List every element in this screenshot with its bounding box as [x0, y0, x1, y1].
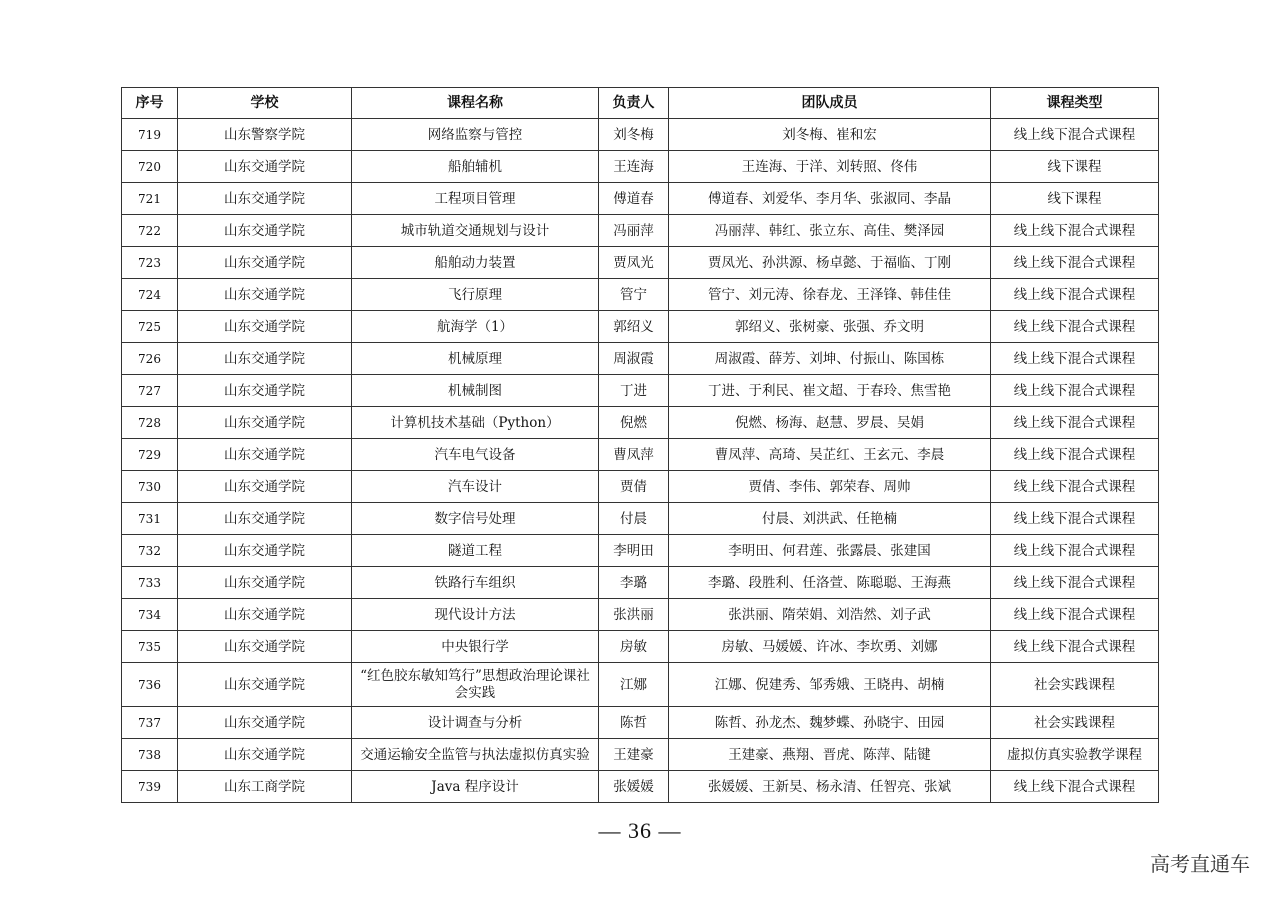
cell-course-type: 社会实践课程 [991, 663, 1159, 707]
table-row [122, 535, 1159, 567]
cell-course-name: 城市轨道交通规划与设计 [352, 215, 599, 247]
cell-course-type: 线上线下混合式课程 [991, 343, 1159, 375]
cell-index: 733 [122, 567, 178, 599]
cell-team-members: 李璐、段胜利、任洛萱、陈聪聪、王海燕 [669, 567, 991, 599]
cell-index: 732 [122, 535, 178, 567]
cell-course-type: 线上线下混合式课程 [991, 215, 1159, 247]
cell-leader: 刘冬梅 [599, 119, 669, 151]
cell-team-members: 王连海、于洋、刘转照、佟伟 [669, 151, 991, 183]
cell-course-name: 中央银行学 [352, 631, 599, 663]
table-row [122, 567, 1159, 599]
header-team-members: 团队成员 [669, 88, 991, 119]
cell-school: 山东工商学院 [178, 771, 352, 803]
cell-course-name: 飞行原理 [352, 279, 599, 311]
table-row [122, 471, 1159, 503]
header-index: 序号 [122, 88, 178, 119]
cell-school: 山东交通学院 [178, 663, 352, 707]
cell-school: 山东交通学院 [178, 407, 352, 439]
cell-leader: 李璐 [599, 567, 669, 599]
cell-course-type: 线下课程 [991, 151, 1159, 183]
cell-school: 山东交通学院 [178, 183, 352, 215]
cell-leader: 江娜 [599, 663, 669, 707]
table-row [122, 343, 1159, 375]
cell-course-type: 线上线下混合式课程 [991, 119, 1159, 151]
course-list-table [121, 87, 1159, 803]
cell-index: 736 [122, 663, 178, 707]
cell-team-members: 张洪丽、隋荣娟、刘浩然、刘子武 [669, 599, 991, 631]
cell-team-members: 傅道春、刘爱华、李月华、张淑同、李晶 [669, 183, 991, 215]
cell-course-name: 铁路行车组织 [352, 567, 599, 599]
cell-index: 730 [122, 471, 178, 503]
header-row [122, 88, 1159, 119]
cell-team-members: 刘冬梅、崔和宏 [669, 119, 991, 151]
table-row [122, 311, 1159, 343]
cell-school: 山东交通学院 [178, 279, 352, 311]
cell-leader: 房敏 [599, 631, 669, 663]
cell-team-members: 贾凤光、孙洪源、杨卓懿、于福临、丁刚 [669, 247, 991, 279]
cell-school: 山东交通学院 [178, 439, 352, 471]
table-row [122, 183, 1159, 215]
cell-school: 山东警察学院 [178, 119, 352, 151]
cell-leader: 贾凤光 [599, 247, 669, 279]
cell-leader: 冯丽萍 [599, 215, 669, 247]
cell-course-name: 现代设计方法 [352, 599, 599, 631]
cell-index: 722 [122, 215, 178, 247]
watermark-logo-text: 高考直通车 [1150, 852, 1250, 876]
table-row [122, 631, 1159, 663]
cell-course-type: 线上线下混合式课程 [991, 247, 1159, 279]
table-row [122, 215, 1159, 247]
cell-leader: 周淑霞 [599, 343, 669, 375]
cell-leader: 郭绍义 [599, 311, 669, 343]
table-row [122, 119, 1159, 151]
cell-course-name: 网络监察与管控 [352, 119, 599, 151]
cell-course-type: 线上线下混合式课程 [991, 375, 1159, 407]
cell-leader: 陈哲 [599, 707, 669, 739]
cell-index: 729 [122, 439, 178, 471]
cell-leader: 管宁 [599, 279, 669, 311]
cell-course-type: 线上线下混合式课程 [991, 503, 1159, 535]
cell-leader: 丁进 [599, 375, 669, 407]
cell-course-name: “红色胶东敏知笃行”思想政治理论课社会实践 [352, 663, 599, 707]
cell-course-name: Java 程序设计 [352, 771, 599, 803]
cell-course-name: 计算机技术基础（Python） [352, 407, 599, 439]
table-row [122, 707, 1159, 739]
cell-index: 723 [122, 247, 178, 279]
table-row [122, 771, 1159, 803]
cell-team-members: 冯丽萍、韩红、张立东、高佳、樊泽园 [669, 215, 991, 247]
cell-course-name: 汽车电气设备 [352, 439, 599, 471]
page-number: — 36 — [598, 818, 682, 843]
cell-school: 山东交通学院 [178, 343, 352, 375]
cell-team-members: 管宁、刘元涛、徐春龙、王泽锋、韩佳佳 [669, 279, 991, 311]
table-row [122, 279, 1159, 311]
cell-index: 727 [122, 375, 178, 407]
cell-school: 山东交通学院 [178, 535, 352, 567]
cell-index: 737 [122, 707, 178, 739]
cell-team-members: 丁进、于利民、崔文超、于春玲、焦雪艳 [669, 375, 991, 407]
cell-team-members: 陈哲、孙龙杰、魏梦蝶、孙晓宇、田园 [669, 707, 991, 739]
cell-index: 731 [122, 503, 178, 535]
cell-school: 山东交通学院 [178, 631, 352, 663]
cell-course-name: 汽车设计 [352, 471, 599, 503]
table-body [122, 119, 1159, 803]
cell-school: 山东交通学院 [178, 215, 352, 247]
cell-course-name: 机械制图 [352, 375, 599, 407]
cell-course-type: 线上线下混合式课程 [991, 311, 1159, 343]
cell-school: 山东交通学院 [178, 503, 352, 535]
cell-index: 720 [122, 151, 178, 183]
cell-school: 山东交通学院 [178, 739, 352, 771]
cell-leader: 王连海 [599, 151, 669, 183]
cell-index: 726 [122, 343, 178, 375]
cell-team-members: 倪燃、杨海、赵慧、罗晨、吴娟 [669, 407, 991, 439]
cell-course-name: 隧道工程 [352, 535, 599, 567]
cell-leader: 张洪丽 [599, 599, 669, 631]
cell-index: 728 [122, 407, 178, 439]
cell-index: 724 [122, 279, 178, 311]
header-course-name: 课程名称 [352, 88, 599, 119]
cell-leader: 傅道春 [599, 183, 669, 215]
cell-index: 735 [122, 631, 178, 663]
table-row [122, 439, 1159, 471]
cell-leader: 倪燃 [599, 407, 669, 439]
cell-index: 734 [122, 599, 178, 631]
cell-index: 721 [122, 183, 178, 215]
cell-school: 山东交通学院 [178, 567, 352, 599]
cell-course-name: 工程项目管理 [352, 183, 599, 215]
cell-course-type: 线上线下混合式课程 [991, 407, 1159, 439]
cell-index: 738 [122, 739, 178, 771]
table-row [122, 247, 1159, 279]
table-row [122, 375, 1159, 407]
cell-team-members: 王建豪、燕翔、晋虎、陈萍、陆键 [669, 739, 991, 771]
cell-course-type: 线上线下混合式课程 [991, 631, 1159, 663]
header-course-type: 课程类型 [991, 88, 1159, 119]
cell-course-name: 设计调查与分析 [352, 707, 599, 739]
cell-course-type: 虚拟仿真实验教学课程 [991, 739, 1159, 771]
table-row [122, 407, 1159, 439]
cell-course-type: 线上线下混合式课程 [991, 599, 1159, 631]
cell-school: 山东交通学院 [178, 599, 352, 631]
cell-course-type: 线上线下混合式课程 [991, 471, 1159, 503]
cell-leader: 付晨 [599, 503, 669, 535]
cell-team-members: 曹凤萍、高琦、吴芷红、王玄元、李晨 [669, 439, 991, 471]
cell-team-members: 贾倩、李伟、郭荣春、周帅 [669, 471, 991, 503]
cell-course-type: 线上线下混合式课程 [991, 567, 1159, 599]
cell-school: 山东交通学院 [178, 471, 352, 503]
cell-course-type: 线上线下混合式课程 [991, 279, 1159, 311]
cell-leader: 贾倩 [599, 471, 669, 503]
cell-leader: 王建豪 [599, 739, 669, 771]
cell-course-name: 船舶动力装置 [352, 247, 599, 279]
cell-course-name: 机械原理 [352, 343, 599, 375]
cell-school: 山东交通学院 [178, 375, 352, 407]
cell-school: 山东交通学院 [178, 311, 352, 343]
cell-course-name: 航海学（1） [352, 311, 599, 343]
cell-course-type: 线上线下混合式课程 [991, 771, 1159, 803]
cell-course-type: 线上线下混合式课程 [991, 535, 1159, 567]
cell-index: 739 [122, 771, 178, 803]
cell-team-members: 李明田、何君莲、张露晨、张建国 [669, 535, 991, 567]
cell-team-members: 张媛媛、王新昊、杨永清、任智亮、张斌 [669, 771, 991, 803]
cell-course-name: 数字信号处理 [352, 503, 599, 535]
cell-course-type: 社会实践课程 [991, 707, 1159, 739]
cell-course-type: 线上线下混合式课程 [991, 439, 1159, 471]
cell-course-type: 线下课程 [991, 183, 1159, 215]
table-header [122, 88, 1159, 119]
table-row [122, 503, 1159, 535]
cell-team-members: 周淑霞、薛芳、刘坤、付振山、陈国栋 [669, 343, 991, 375]
cell-leader: 李明田 [599, 535, 669, 567]
cell-index: 725 [122, 311, 178, 343]
table-row [122, 599, 1159, 631]
cell-team-members: 江娜、倪建秀、邹秀娥、王晓冉、胡楠 [669, 663, 991, 707]
cell-team-members: 郭绍义、张树豪、张强、乔文明 [669, 311, 991, 343]
cell-leader: 曹凤萍 [599, 439, 669, 471]
header-leader: 负责人 [599, 88, 669, 119]
table-row [122, 663, 1159, 707]
table-row [122, 151, 1159, 183]
cell-leader: 张媛媛 [599, 771, 669, 803]
cell-team-members: 付晨、刘洪武、任艳楠 [669, 503, 991, 535]
cell-school: 山东交通学院 [178, 151, 352, 183]
cell-school: 山东交通学院 [178, 707, 352, 739]
table-row [122, 739, 1159, 771]
header-school: 学校 [178, 88, 352, 119]
cell-course-name: 交通运输安全监管与执法虚拟仿真实验 [352, 739, 599, 771]
cell-team-members: 房敏、马媛媛、许冰、李坎勇、刘娜 [669, 631, 991, 663]
cell-course-name: 船舶辅机 [352, 151, 599, 183]
cell-school: 山东交通学院 [178, 247, 352, 279]
cell-index: 719 [122, 119, 178, 151]
